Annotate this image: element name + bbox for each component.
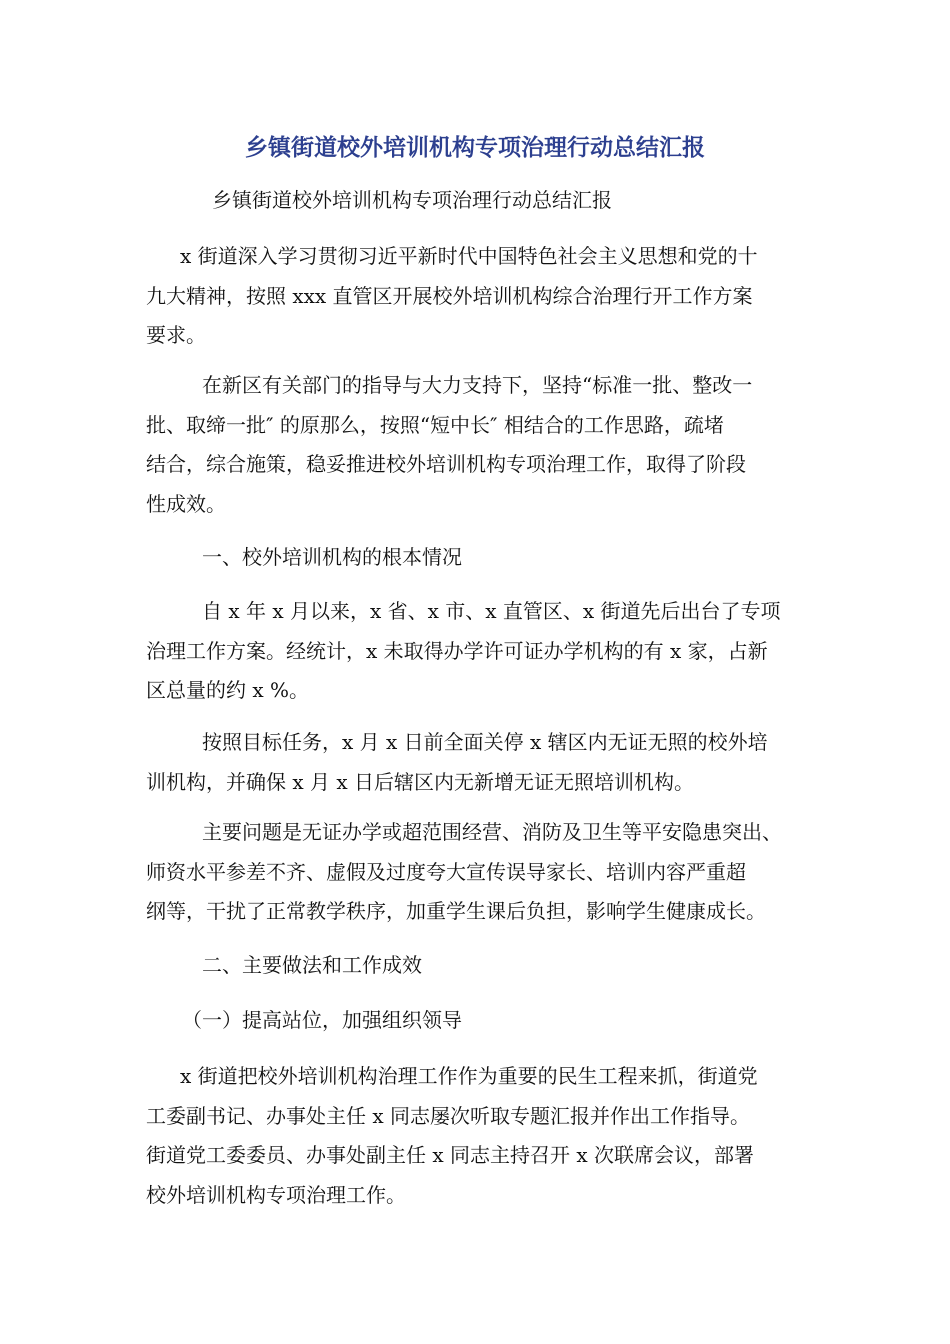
paragraph-5	[146, 813, 826, 932]
paragraph-line: 校外培训机构专项治理工作。	[146, 1182, 406, 1207]
paragraph-line: x 街道深入学习贯彻习近平新时代中国特色社会主义思想和党的十	[180, 244, 758, 268]
section-heading-text: 二、主要做法和工作成效	[202, 953, 422, 977]
paragraph-line: 按照目标任务，x 月 x 日前全面关停 x 辖区内无证无照的校外培	[202, 730, 768, 754]
paragraph-line: 治理工作方案。经统计，x 未取得办学许可证办学机构的有 x 家，占新	[146, 638, 768, 663]
section-heading-text: 一、校外培训机构的根本情况	[202, 545, 462, 569]
paragraph-line: 自 x 年 x 月以来，x 省、x 市、x 直管区、x 街道先后出台了专项	[202, 599, 781, 623]
paragraph-2	[146, 366, 826, 524]
document-subtitle: 乡镇街道校外培训机构专项治理行动总结汇报	[212, 188, 612, 212]
paragraph-line: 要求。	[146, 323, 206, 347]
paragraph-line: 师资水平参差不齐、虚假及过度夸大宣传误导家长、培训内容严重超	[146, 859, 746, 884]
paragraph-line: 纲等，干扰了正常教学秩序，加重学生课后负担，影响学生健康成长。	[146, 899, 766, 923]
paragraph-line: 批、取缔一批″ 的原那么，按照“短中长″ 相结合的工作思路，疏堵	[146, 412, 724, 437]
paragraph-6	[146, 1057, 826, 1215]
paragraph-line: 区总量的约 x %。	[146, 678, 309, 702]
paragraph-line: x 街道把校外培训机构治理工作作为重要的民生工程来抓，街道党	[180, 1064, 758, 1088]
paragraph-4	[146, 723, 826, 802]
paragraph-line: 工委副书记、办事处主任 x 同志屡次听取专题汇报并作出工作指导。	[146, 1103, 750, 1128]
paragraph-3	[146, 592, 826, 711]
section-heading-1	[146, 538, 826, 578]
sub-heading-1	[146, 1001, 826, 1041]
sub-heading-text: （一）提高站位，加强组织领导	[182, 1008, 462, 1032]
paragraph-1	[146, 237, 826, 356]
paragraph-line: 在新区有关部门的指导与大力支持下，坚持“标准一批、整改一	[202, 373, 753, 397]
paragraph-line: 结合，综合施策，稳妥推进校外培训机构专项治理工作，取得了阶段	[146, 452, 746, 476]
paragraph-line: 性成效。	[146, 491, 226, 516]
document-title: 乡镇街道校外培训机构专项治理行动总结汇报	[245, 135, 705, 161]
paragraph-line: 街道党工委委员、办事处副主任 x 同志主持召开 x 次联席会议，部署	[146, 1143, 754, 1167]
section-heading-2	[146, 946, 826, 986]
paragraph-line: 训机构，并确保 x 月 x 日后辖区内无新增无证无照培训机构。	[146, 769, 694, 794]
paragraph-line: 主要问题是无证办学或超范围经营、消防及卫生等平安隐患突出、	[202, 820, 782, 844]
paragraph-line: 九大精神，按照 xxx 直管区开展校外培训机构综合治理行开工作方案	[146, 283, 753, 308]
